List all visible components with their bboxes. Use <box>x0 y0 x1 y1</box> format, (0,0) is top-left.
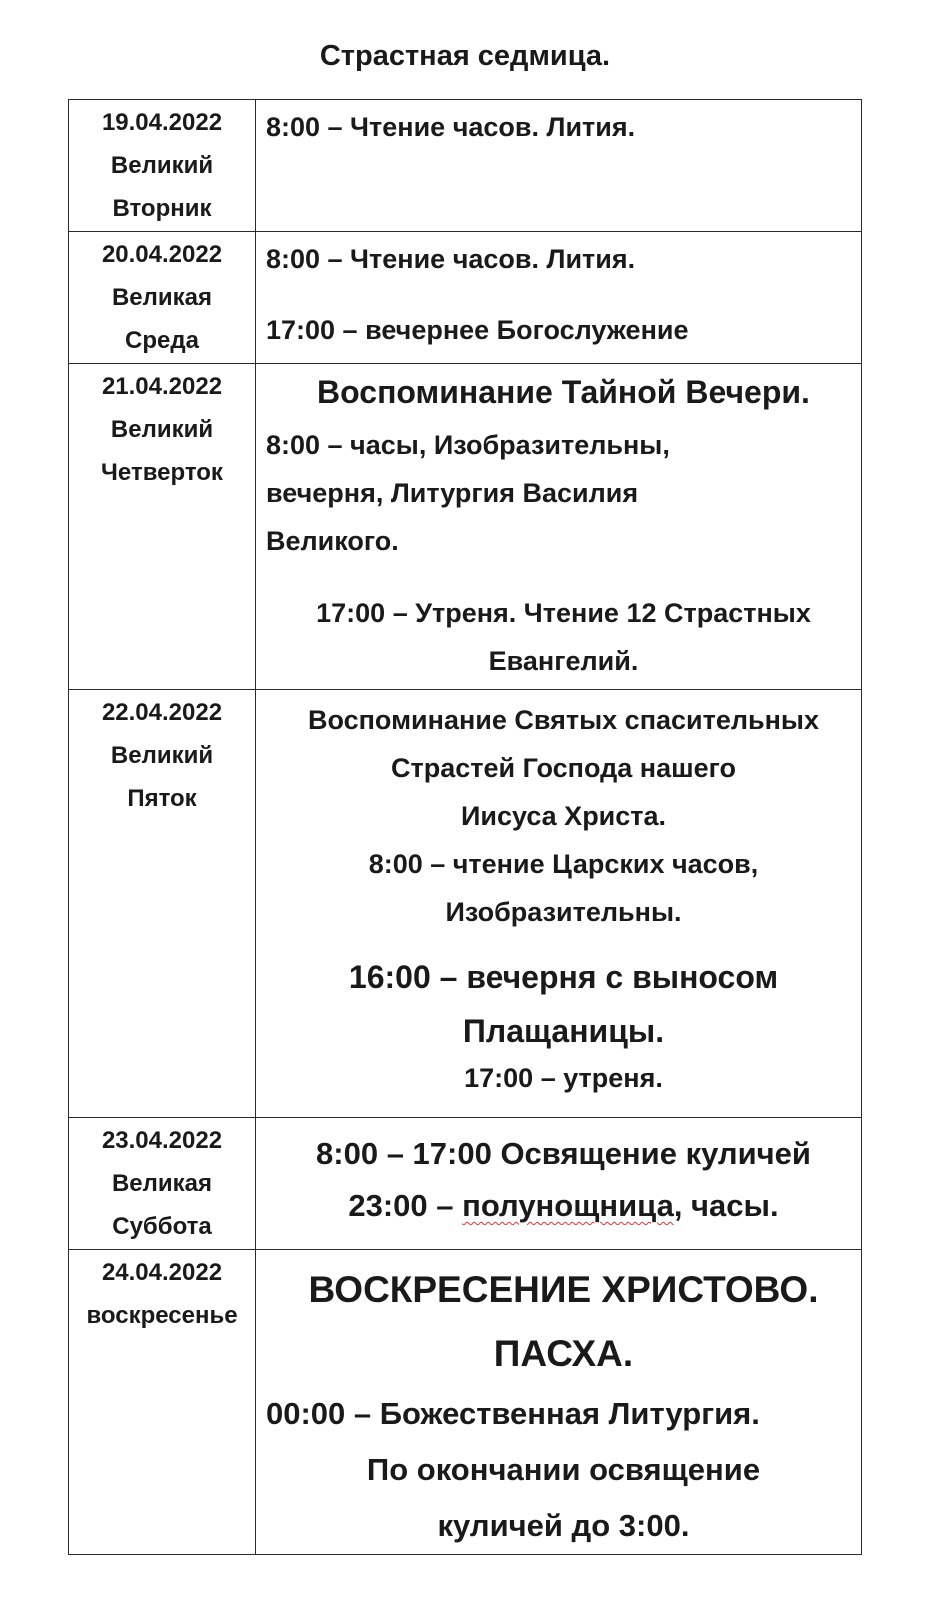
event-line: Страстей Господа нашего <box>390 753 737 783</box>
weekday-text: Пяток <box>127 785 197 812</box>
event-line <box>266 1180 861 1232</box>
event-heading: ПАСХА. <box>493 1333 634 1374</box>
page-title: Страстная седмица. <box>319 40 611 72</box>
table-row <box>69 364 862 690</box>
spellcheck-underlined-word: полунощница <box>462 1188 674 1223</box>
date-text: 24.04.2022 <box>101 1259 223 1286</box>
event-line: Изобразительны. <box>445 897 682 927</box>
weekday-text: Великая <box>111 284 213 311</box>
weekday-text: воскресенье <box>86 1302 238 1329</box>
schedule-table <box>68 99 862 1555</box>
table-row <box>69 1250 862 1555</box>
table-row <box>69 1118 862 1250</box>
date-cell <box>69 232 256 364</box>
event-line-part: 23:00 – <box>348 1188 463 1223</box>
event-line: 8:00 – часы, Изобразительны, <box>266 430 670 460</box>
date-cell <box>69 1250 256 1555</box>
event-line: 8:00 – Чтение часов. Лития. <box>266 244 636 274</box>
date-text: 22.04.2022 <box>101 699 223 726</box>
date-text: 21.04.2022 <box>101 373 223 400</box>
date-text: 19.04.2022 <box>101 109 223 136</box>
event-line: вечерня, Литургия Василия <box>266 478 639 508</box>
date-cell <box>69 100 256 232</box>
event-heading: Воспоминание Тайной Вечери. <box>317 374 810 410</box>
event-line: 16:00 – вечерня с выносом <box>348 959 779 995</box>
event-line: 8:00 – 17:00 Освящение куличей <box>316 1136 811 1171</box>
date-cell <box>69 1118 256 1250</box>
event-line: Иисуса Христа. <box>460 801 667 831</box>
event-line: Плащаницы. <box>462 1013 665 1049</box>
event-line-part: , часы. <box>673 1188 779 1223</box>
event-line: 8:00 – чтение Царских часов, <box>368 849 759 879</box>
events-cell <box>256 1118 862 1250</box>
events-cell <box>256 100 862 232</box>
date-text: 20.04.2022 <box>101 241 223 268</box>
event-line: 17:00 – вечернее Богослужение <box>266 315 689 345</box>
weekday-text: Великий <box>110 416 214 443</box>
table-row <box>69 232 862 364</box>
weekday-text: Вторник <box>112 195 212 222</box>
event-line: куличей до 3:00. <box>437 1508 690 1543</box>
weekday-text: Великий <box>110 152 214 179</box>
event-line: Великого. <box>266 526 399 556</box>
weekday-text: Суббота <box>112 1213 212 1240</box>
weekday-text: Четверток <box>101 459 223 486</box>
events-cell <box>256 690 862 1118</box>
events-cell <box>256 232 862 364</box>
weekday-text: Среда <box>125 327 199 354</box>
event-line: Воспоминание Святых спасительных <box>307 705 820 735</box>
event-line: 17:00 – утреня. <box>464 1063 663 1093</box>
event-line: 17:00 – Утреня. Чтение 12 Страстных <box>316 598 811 628</box>
event-line: По окончании освящение <box>366 1452 761 1487</box>
date-cell <box>69 690 256 1118</box>
events-cell <box>256 364 862 690</box>
date-text: 23.04.2022 <box>101 1127 223 1154</box>
weekday-text: Великая <box>111 1170 213 1197</box>
event-line: Евангелий. <box>488 646 639 676</box>
event-line: 00:00 – Божественная Литургия. <box>266 1396 760 1431</box>
event-line: 8:00 – Чтение часов. Лития. <box>266 112 636 142</box>
weekday-text: Великий <box>110 742 214 769</box>
table-row <box>69 100 862 232</box>
table-row <box>69 690 862 1118</box>
date-cell <box>69 364 256 690</box>
event-heading: ВОСКРЕСЕНИЕ ХРИСТОВО. <box>308 1269 819 1310</box>
events-cell <box>256 1250 862 1555</box>
